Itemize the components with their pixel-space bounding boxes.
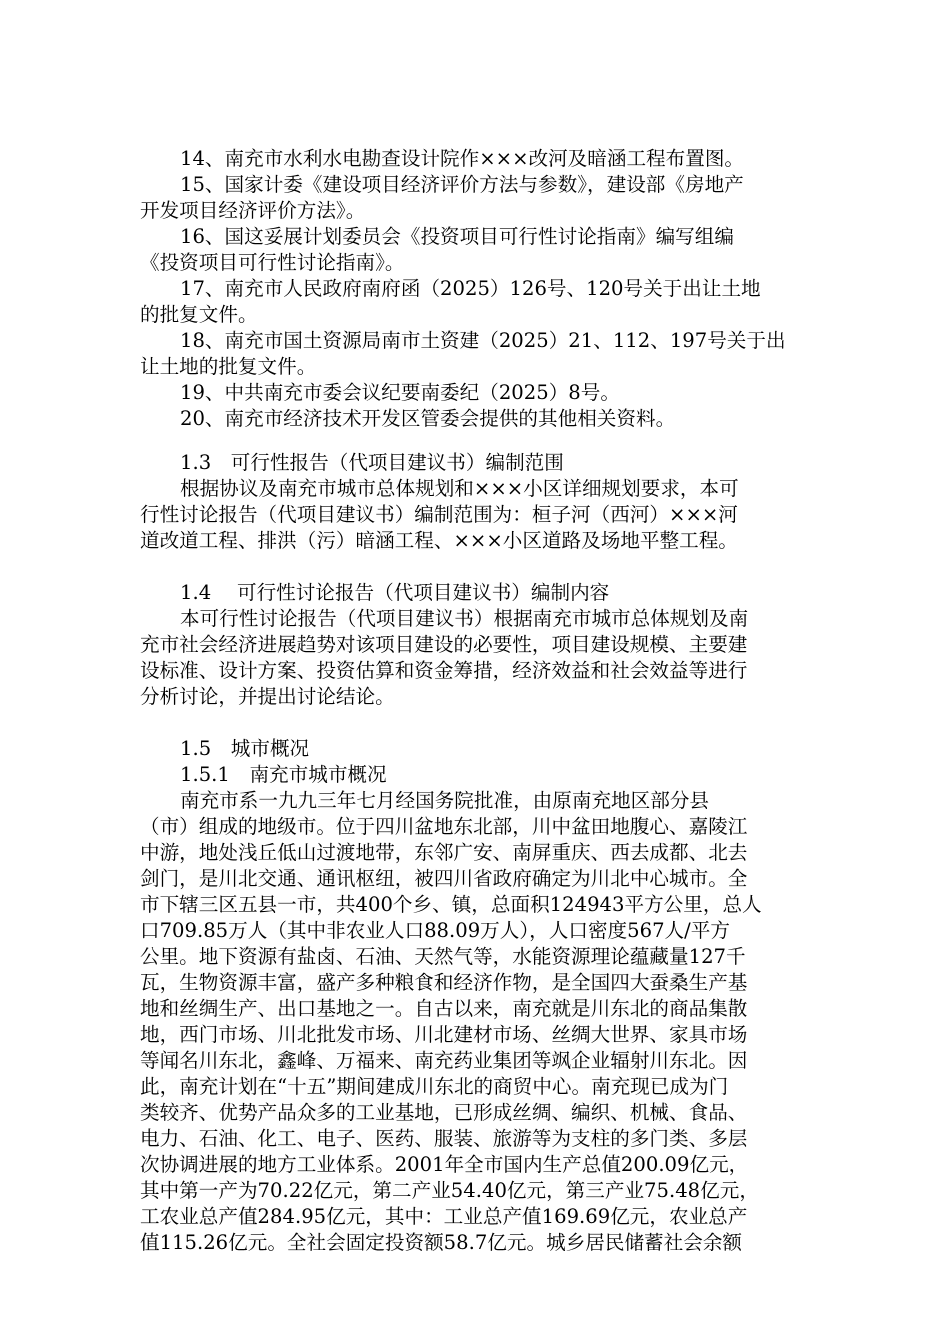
section-1-4-line: 充市社会经济进展趋势对该项目建设的必要性，项目建设规模、主要建 bbox=[140, 633, 748, 656]
section-1-5-line: 南充市系一九九三年七月经国务院批准，由原南充地区部分县 bbox=[180, 789, 710, 812]
section-1-5-line: 中游，地处浅丘低山过渡地带，东邻广安、南屏重庆、西去成都、北去 bbox=[140, 841, 748, 864]
reference-18-line-2: 让土地的批复文件。 bbox=[140, 355, 317, 378]
section-1-4-heading: 1.4 可行性讨论报告（代项目建议书）编制内容 bbox=[180, 581, 610, 604]
section-1-4-line: 设标准、设计方案、投资估算和资金筹措，经济效益和社会效益等进行 bbox=[140, 659, 748, 682]
section-1-5-line: 此，南充计划在“十五”期间建成川东北的商贸中心。南充现已成为门 bbox=[140, 1075, 729, 1098]
section-1-5-line: 剑门，是川北交通、通讯枢纽，被四川省政府确定为川北中心城市。全 bbox=[140, 867, 748, 890]
section-1-4-line: 本可行性讨论报告（代项目建议书）根据南充市城市总体规划及南 bbox=[180, 607, 749, 630]
section-1-5-line: （市）组成的地级市。位于四川盆地东北部，川中盆田地腹心、嘉陵江 bbox=[140, 815, 748, 838]
section-1-5-line: 类较齐、优势产品众多的工业基地，已形成丝绸、编织、机械、食品、 bbox=[140, 1101, 748, 1124]
section-1-4-line: 分析讨论，并提出讨论结论。 bbox=[140, 685, 395, 708]
section-1-5-line: 市下辖三区五县一市，共400个乡、镇，总面积124943平方公里，总人 bbox=[140, 893, 762, 916]
reference-15-line-1: 15、国家计委《建设项目经济评价方法与参数》，建设部《房地产 bbox=[180, 173, 744, 196]
reference-20-line-1: 20、南充市经济技术开发区管委会提供的其他相关资料。 bbox=[180, 407, 676, 430]
section-1-5-heading: 1.5 城市概况 bbox=[180, 737, 310, 760]
section-1-3-line: 道改道工程、排洪（污）暗涵工程、×××小区道路及场地平整工程。 bbox=[140, 529, 738, 552]
section-1-3-line: 根据协议及南充市城市总体规划和×××小区详细规划要求，本可 bbox=[180, 477, 739, 500]
section-1-5-line: 瓦，生物资源丰富，盛产多种粮食和经济作物，是全国四大蚕桑生产基 bbox=[140, 971, 748, 994]
section-1-3 bbox=[140, 450, 845, 554]
reference-18-line-1: 18、南充市国土资源局南市土资建（2025）21、112、197号关于出 bbox=[180, 329, 786, 352]
reference-15-line-2: 开发项目经济评价方法》。 bbox=[140, 199, 366, 222]
section-1-5-1-subheading: 1.5.1 南充市城市概况 bbox=[180, 763, 387, 786]
reference-16-line-1: 16、国这妥展计划委员会《投资项目可行性讨论指南》编写组编 bbox=[180, 225, 734, 248]
section-1-5-line: 口709.85万人（其中非农业人口88.09万人），人口密度567人/平方 bbox=[140, 919, 730, 942]
section-1-5-line: 值115.26亿元。全社会固定投资额58.7亿元。城乡居民储蓄社会余额 bbox=[140, 1231, 743, 1254]
section-1-4 bbox=[140, 580, 845, 710]
section-1-5-line: 地和丝绸生产、出口基地之一。自古以来，南充就是川东北的商品集散 bbox=[140, 997, 748, 1020]
section-1-5-line: 其中第一产为70.22亿元，第二产业54.40亿元，第三产业75.48亿元， bbox=[140, 1179, 759, 1202]
section-1-5 bbox=[140, 736, 845, 1256]
section-1-5-line: 地，西门市场、川北批发市场、川北建材市场、丝绸大世界、家具市场 bbox=[140, 1023, 748, 1046]
document-page bbox=[140, 146, 845, 1256]
section-1-5-line: 电力、石油、化工、电子、医药、服装、旅游等为支柱的多门类、多层 bbox=[140, 1127, 748, 1150]
section-1-3-heading: 1.3 可行性报告（代项目建议书）编制范围 bbox=[180, 451, 564, 474]
section-1-5-line: 工农业总产值284.95亿元，其中：工业总产值169.69亿元，农业总产 bbox=[140, 1205, 748, 1228]
spacer bbox=[140, 432, 845, 450]
reference-17-line-1: 17、南充市人民政府南府函（2025）126号、120号关于出让土地 bbox=[180, 277, 761, 300]
section-1-5-line: 次协调进展的地方工业体系。2001年全市国内生产总值200.09亿元， bbox=[140, 1153, 749, 1176]
spacer bbox=[140, 554, 845, 580]
reference-17-line-2: 的批复文件。 bbox=[140, 303, 258, 326]
reference-16-line-2: 《投资项目可行性讨论指南》。 bbox=[140, 251, 405, 274]
section-1-3-line: 行性讨论报告（代项目建议书）编制范围为：桓子河（西河）×××河 bbox=[140, 503, 738, 526]
reference-19-line-1: 19、中共南充市委会议纪要南委纪（2025）8号。 bbox=[180, 381, 620, 404]
reference-list bbox=[140, 146, 845, 432]
section-1-5-line: 等闻名川东北，鑫峰、万福来、南充药业集团等飒企业辐射川东北。因 bbox=[140, 1049, 748, 1072]
section-1-5-line: 公里。地下资源有盐卤、石油、天然气等，水能资源理论蕴藏量127千 bbox=[140, 945, 746, 968]
spacer bbox=[140, 710, 845, 736]
reference-14-line-1: 14、南充市水利水电勘查设计院作×××改河及暗涵工程布置图。 bbox=[180, 147, 745, 170]
